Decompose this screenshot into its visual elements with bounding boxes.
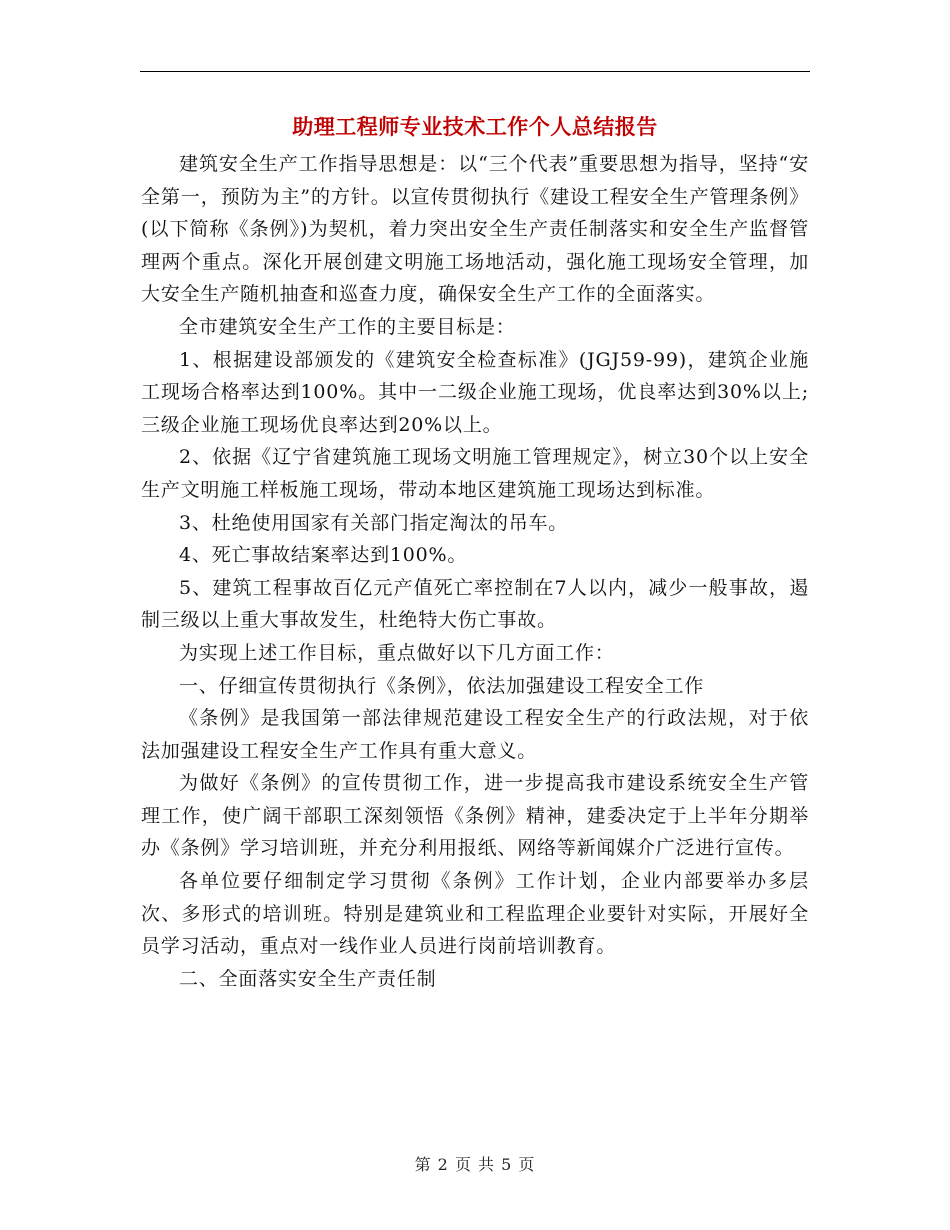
paragraph-goal-1: 1、根据建设部颁发的《建筑安全检查标准》(JGJ59-99)，建筑企业施工现场合格率达到100%。其中一二级企业施工现场，优良率达到30%以上;三级企业施工现场优良率达到20%以上。 xyxy=(141,348,809,436)
paragraph-training-plan: 各单位要仔细制定学习贯彻《条例》工作计划，企业内部要举办多层次、多形式的培训班。特别是建筑业和工程监理企业要针对实际，开展好全员学习活动，重点对一线作业人员进行岗前培训教育。 xyxy=(141,870,809,958)
paragraph-goal-2: 2、依据《辽宁省建筑施工现场文明施工管理规定》，树立30个以上安全生产文明施工样板施工现场，带动本地区建筑施工现场达到标准。 xyxy=(141,446,809,501)
document-title: 助理工程师专业技术工作个人总结报告 xyxy=(292,114,658,139)
paragraph-goal-5: 5、建筑工程事故百亿元产值死亡率控制在7人以内，减少一般事故，遏制三级以上重大事故发生，杜绝特大伤亡事故。 xyxy=(141,576,809,632)
header-rule xyxy=(140,71,810,72)
paragraph-guiding-thought: 建筑安全生产工作指导思想是：以“三个代表”重要思想为指导，坚持“安全第一，预防为主”的方针。以宣传贯彻执行《建设工程安全生产管理条例》(以下简称《条例》)为契机，着力突出安全生产责任制落实和安全生产监督管理两个重点。深化开展创建文明施工场地活动，强化施工现场安全管理，加大安全生产随机抽查和巡查力度，确保安全生产工作的全面落实。 xyxy=(141,153,809,306)
paragraph-publicity: 为做好《条例》的宣传贯彻工作，进一步提高我市建设系统安全生产管理工作，使广阔干部职工深刻领悟《条例》精神，建委决定于上半年分期举办《条例》学习培训班，并充分利用报纸、网络等新闻媒介广泛进行宣传。 xyxy=(141,772,809,860)
paragraph-goal-3: 3、杜绝使用国家有关部门指定淘汰的吊车。 xyxy=(179,511,569,534)
page-number: 第 2 页 共 5 页 xyxy=(414,1155,536,1174)
paragraph-goal-4: 4、死亡事故结案率达到100%。 xyxy=(179,544,468,567)
paragraph-main-goals: 全市建筑安全生产工作的主要目标是： xyxy=(179,315,516,338)
paragraph-regulation-significance: 《条例》是我国第一部法律规范建设工程安全生产的行政法规，对于依法加强建设工程安全生产工作具有重大意义。 xyxy=(141,707,809,762)
section-heading-1: 一、仔细宣传贯彻执行《条例》，依法加强建设工程安全工作 xyxy=(179,674,705,697)
document-body xyxy=(141,148,809,995)
paragraph-work-intro: 为实现上述工作目标，重点做好以下几方面工作： xyxy=(179,641,615,664)
section-heading-2: 二、全面落实安全生产责任制 xyxy=(179,967,437,990)
